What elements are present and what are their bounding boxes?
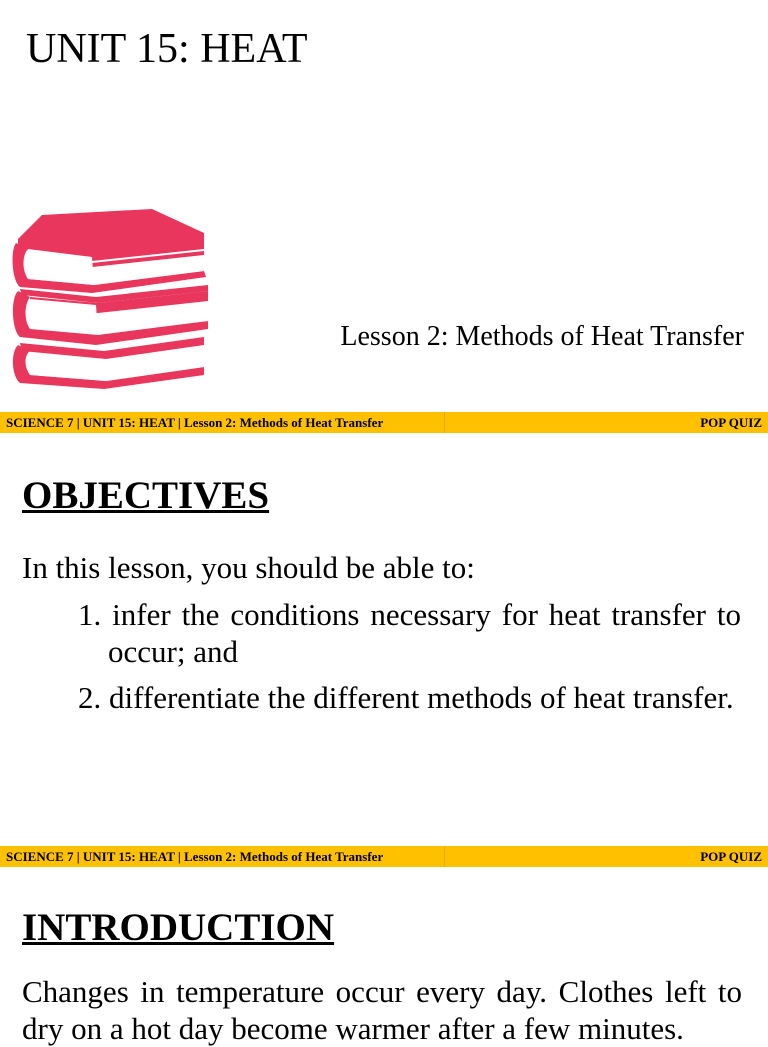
objective-text: infer the conditions necessary for heat transfer to occur; and: [108, 597, 742, 669]
objectives-slide: [0, 433, 768, 846]
objective-number: 2.: [78, 680, 102, 715]
objective-item: [78, 596, 741, 670]
lesson-subtitle: Lesson 2: Methods of Heat Transfer: [340, 321, 744, 352]
objective-text: differentiate the different methods of heat transfer.: [109, 680, 734, 715]
footer-left-text: SCIENCE 7 | UNIT 15: HEAT | Lesson 2: Methods of Heat Transfer: [6, 848, 384, 864]
introduction-text: Changes in temperature occur every day. Clothes left to dry on a hot day become warmer after a few minutes.: [22, 974, 742, 1046]
footer-divider: [444, 412, 445, 433]
footer-divider: [444, 846, 445, 867]
objectives-heading: OBJECTIVES: [22, 474, 270, 517]
objectives-list: [78, 596, 741, 725]
slide-footer-bar: [0, 412, 768, 433]
title-slide: [0, 0, 768, 412]
objective-number: 1.: [78, 597, 102, 632]
objective-item: [78, 679, 741, 716]
footer-pop-quiz: POP QUIZ: [700, 848, 762, 864]
slide-footer-bar: [0, 846, 768, 867]
stacked-books-icon: [8, 205, 210, 389]
footer-pop-quiz: POP QUIZ: [700, 414, 762, 430]
unit-title: UNIT 15: HEAT: [26, 26, 308, 72]
footer-left-text: SCIENCE 7 | UNIT 15: HEAT | Lesson 2: Methods of Heat Transfer: [6, 414, 384, 430]
objectives-intro: In this lesson, you should be able to:: [22, 550, 475, 585]
introduction-slide: [0, 867, 768, 1046]
introduction-heading: INTRODUCTION: [22, 906, 335, 949]
